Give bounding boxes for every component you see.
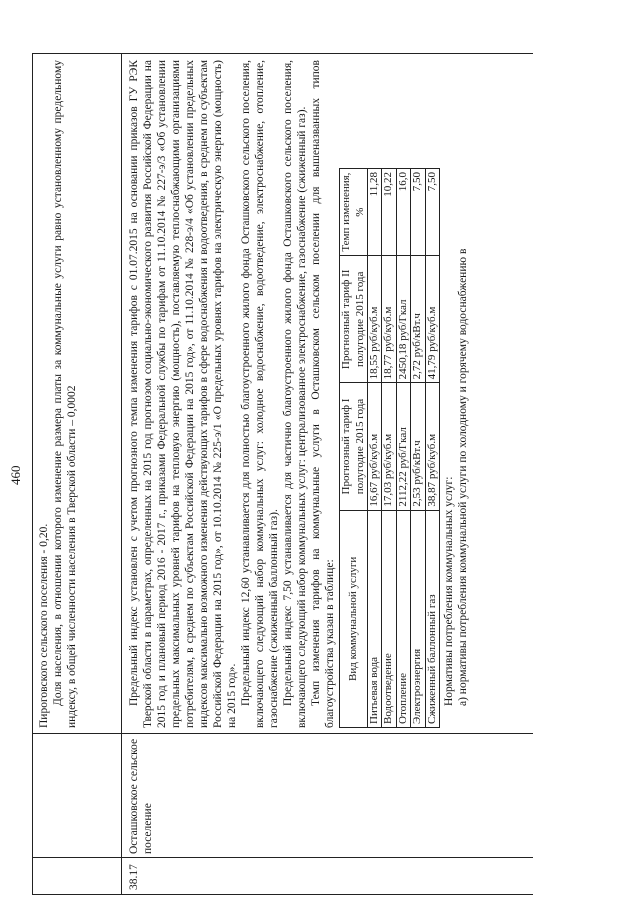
change-rate: 11,28: [368, 169, 382, 256]
table-frame: [32, 53, 533, 895]
change-rate: 10,22: [382, 169, 396, 256]
number-column: [33, 857, 533, 894]
text-column: [33, 54, 533, 734]
page-number: 460: [8, 465, 23, 485]
tariff-h2: 2,72 руб/кВт.ч: [411, 256, 425, 383]
row-number: 38.17: [128, 864, 140, 890]
tariff-table-header: [340, 169, 368, 728]
service-name: Сжиженный баллонный газ: [425, 510, 439, 727]
tariff-h2: 41,79 руб/куб.м: [425, 256, 439, 383]
paragraph-index-7-50: Предельный индекс 7,50 устанавливается для частично благоустроенного жилого фонда Осташковского сельского поселения, включающего следующий набор коммунальных услуг: централизованное электроснабжение, газоснабжение (сжиженный газ).: [282, 60, 309, 728]
continuation-text: [37, 60, 79, 728]
change-rate: 7,50: [411, 169, 425, 256]
table-row: [368, 169, 382, 728]
continuation-line2: Доля населения, в отношении которого изменение размера платы за коммунальные услуги равно установленному предельному индексу, в общей численности населения в Тверской области – 0,0002: [52, 60, 79, 728]
change-rate: 7,50: [425, 169, 439, 256]
tariff-h1: 16,67 руб/куб.м: [368, 383, 382, 510]
paragraph-legal-basis: Предельный индекс установлен с учетом прогнозного темпа изменения тарифов с 01.07.2015 на основании приказов ГУ РЭК Тверской области в параметрах, определенных на 2015 год прогнозом социально-экономического развития Российской Федерации на 2015 год и плановый период 2016 - 2017 г., приказами Федеральной службы по тарифам от 11.10.2014 № 227-э/3 «Об установлении предельных максимальных уровней тарифов на тепловую энергию (мощность), поставляемую теплоснабжающими организациями потребителям, в среднем по субъектам Российской Федерации на 2015 год», от 11.10.2014 № 228-э/4 «Об установлении предельных индексов максимально возможного изменения действующих тарифов в сфере водоснабжения и водоотведения, в среднем по субъектам Российской Федерации на 2015 год», от 10.10.2014 № 225-э/1 «О предельных уровнях тарифов на электрическую энергию (мощность) на 2015 год».: [128, 60, 239, 728]
table-row: [411, 169, 425, 728]
table-row: [382, 169, 396, 728]
paragraph-table-intro: Темп изменения тарифов на коммунальные услуги в Осташковском сельском поселении для вышеназванных типов благоустройства указан в таблице:: [310, 60, 337, 728]
tariff-h1: 17,03 руб/куб.м: [382, 383, 396, 510]
settlement-description: [127, 60, 470, 728]
table-row: [425, 169, 439, 728]
tariff-h2: 18,55 руб/куб.м: [368, 256, 382, 383]
header-change-rate: Темп изменения, %: [340, 169, 368, 256]
service-name: Электроэнергия: [411, 510, 425, 727]
header-tariff-h2: Прогнозный тариф II полугодие 2015 года: [340, 256, 368, 383]
norms-title: Нормативы потребления коммунальных услуг:: [443, 476, 456, 706]
settlement-name: Осташковское сельское поселение: [128, 738, 155, 854]
tariff-h1: 2112,22 руб/Гкал: [396, 383, 410, 510]
tariff-h2: 2450,18 руб/Гкал: [396, 256, 410, 383]
settlement-column: [33, 733, 533, 858]
tariff-h1: 2,53 руб/кВт.ч: [411, 383, 425, 510]
service-name: Питьевая вода: [368, 510, 382, 727]
paragraph-index-12-60: Предельный индекс 12,60 устанавливается для полностью благоустроенного жилого фонда Осташковского сельского поселения, включающего следующий набор коммунальных услуг: холодное водоснабжение, водоотведение, электроснабжение, отопление, газоснабжение (сжиженный баллонный газ).: [240, 60, 281, 728]
service-name: Отопление: [396, 510, 410, 727]
change-rate: 16,0: [396, 169, 410, 256]
header-service: Вид коммунальной услуги: [340, 510, 368, 727]
service-name: Водоотведение: [382, 510, 396, 727]
tariff-h2: 18,77 руб/куб.м: [382, 256, 396, 383]
header-tariff-h1: Прогнозный тариф I полугодие 2015 года: [340, 383, 368, 510]
table-row: [396, 169, 410, 728]
tariff-table: [339, 168, 440, 728]
tariff-h1: 38,87 руб/куб.м: [425, 383, 439, 510]
continuation-line1: Пироговского сельского поселения - 0,20.: [38, 523, 50, 728]
norms-item-a: а) нормативы потребления коммунальной услуги по холодному и горячему водоснабжению в: [457, 248, 470, 706]
